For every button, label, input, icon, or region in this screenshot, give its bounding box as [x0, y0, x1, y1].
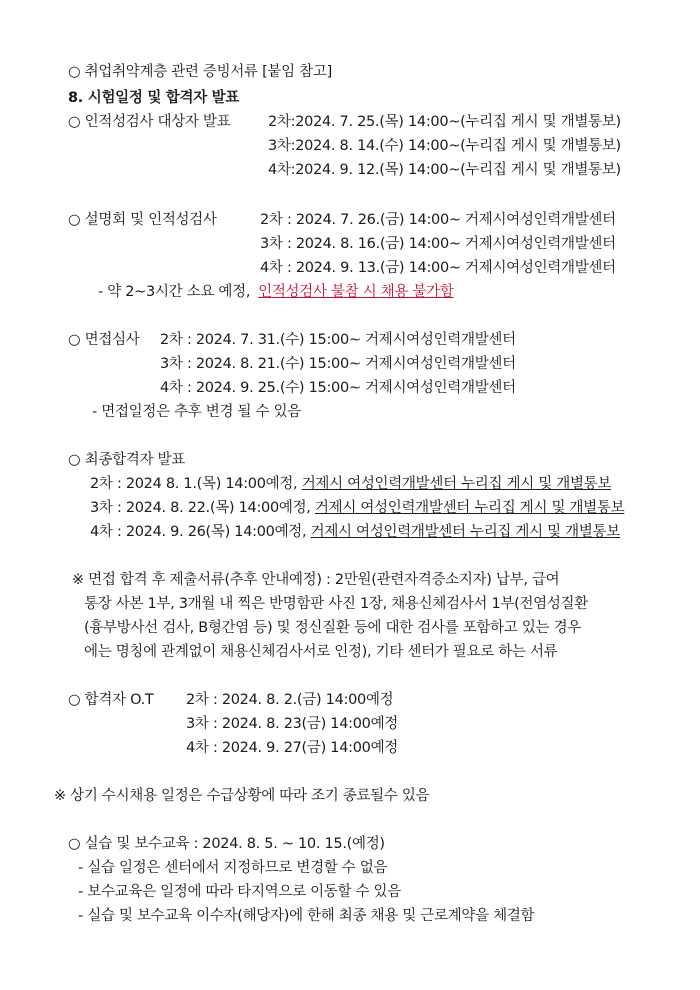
interview-label: ○ 면접심사 [68, 332, 140, 348]
final-label: ○ 최종합격자 발표 [68, 452, 185, 468]
section-8-heading: 8. 시험일정 및 합격자 발표 [68, 90, 240, 106]
briefing-label: ○ 설명회 및 인적성검사 [68, 212, 217, 228]
interview-round-4: 4차 : 2024. 9. 25.(수) 15:00~ 거제시여성인력개발센터 [160, 380, 516, 396]
briefing-note-text: - 약 2~3시간 소요 예정, [98, 284, 251, 300]
training-label: ○ 실습 및 보수교육 : 2024. 8. 5. ~ 10. 15.(예정) [68, 836, 385, 852]
final-round-4-where: 거제시 여성인력개발센터 누리집 게시 및 개별통보 [310, 524, 621, 540]
final-round-3 [90, 498, 624, 518]
final-round-2-date: 2차 : 2024 8. 1.(목) 14:00예정, [90, 476, 298, 492]
interview-note: - 면접일정은 추후 변경 될 수 있음 [92, 404, 301, 420]
submission-line-3: (흉부방사선 검사, B형간염 등) 및 정신질환 등에 대한 검사를 포함하고 있는 경우 [84, 620, 581, 636]
briefing-round-2: 2차 : 2024. 7. 26.(금) 14:00~ 거제시여성인력개발센터 [260, 212, 616, 228]
early-close-note: ※ 상기 수시채용 일정은 수급상황에 따라 조기 종료될수 있음 [54, 788, 430, 804]
briefing-round-4: 4차 : 2024. 9. 13.(금) 14:00~ 거제시여성인력개발센터 [260, 260, 616, 276]
final-round-4-date: 4차 : 2024. 9. 26(목) 14:00예정, [90, 524, 307, 540]
briefing-note [98, 282, 454, 302]
aptitude-round-2: 2차:2024. 7. 25.(목) 14:00~(누리집 게시 및 개별통보) [268, 114, 621, 130]
final-round-3-date: 3차 : 2024. 8. 22.(목) 14:00예정, [90, 500, 311, 516]
aptitude-label: ○ 인적성검사 대상자 발표 [68, 114, 231, 130]
training-note-2: - 보수교육은 일정에 따라 타지역으로 이동할 수 있음 [78, 884, 401, 900]
training-note-3: - 실습 및 보수교육 이수자(해당자)에 한해 최종 채용 및 근로계약을 체결함 [78, 908, 535, 924]
ot-round-4: 4차 : 2024. 9. 27(금) 14:00예정 [186, 740, 398, 756]
aptitude-round-3: 3차:2024. 8. 14.(수) 14:00~(누리집 게시 및 개별통보) [268, 138, 621, 154]
aptitude-round-4: 4차:2024. 9. 12.(목) 14:00~(누리집 게시 및 개별통보) [268, 162, 621, 178]
ot-round-3: 3차 : 2024. 8. 23(금) 14:00예정 [186, 716, 398, 732]
ot-label: ○ 합격자 O.T [68, 692, 154, 708]
final-round-2 [90, 474, 611, 494]
final-round-4 [90, 522, 620, 542]
submission-line-1: ※ 면접 합격 후 제출서류(추후 안내예정) : 2만원(관련자격증소지자) 납부, 급여 [72, 572, 560, 588]
briefing-warning: 인적성검사 불참 시 채용 불가함 [258, 284, 454, 300]
submission-line-2: 통장 사본 1부, 3개월 내 찍은 반명함판 사진 1장, 채용신체검사서 1부(전염성질환 [84, 596, 588, 612]
docs-item: ○ 취업취약계층 관련 증빙서류 [붙임 참고] [68, 64, 332, 80]
final-round-3-where: 거제시 여성인력개발센터 누리집 게시 및 개별통보 [314, 500, 625, 516]
training-note-1: - 실습 일정은 센터에서 지정하므로 변경할 수 없음 [78, 860, 388, 876]
interview-round-2: 2차 : 2024. 7. 31.(수) 15:00~ 거제시여성인력개발센터 [160, 332, 516, 348]
final-round-2-where: 거제시 여성인력개발센터 누리집 게시 및 개별통보 [301, 476, 612, 492]
briefing-round-3: 3차 : 2024. 8. 16.(금) 14:00~ 거제시여성인력개발센터 [260, 236, 616, 252]
ot-round-2: 2차 : 2024. 8. 2.(금) 14:00예정 [186, 692, 394, 708]
interview-round-3: 3차 : 2024. 8. 21.(수) 15:00~ 거제시여성인력개발센터 [160, 356, 516, 372]
submission-line-4: 에는 명칭에 관계없이 채용신체검사서로 인정), 기타 센터가 필요로 하는 서류 [84, 644, 558, 660]
